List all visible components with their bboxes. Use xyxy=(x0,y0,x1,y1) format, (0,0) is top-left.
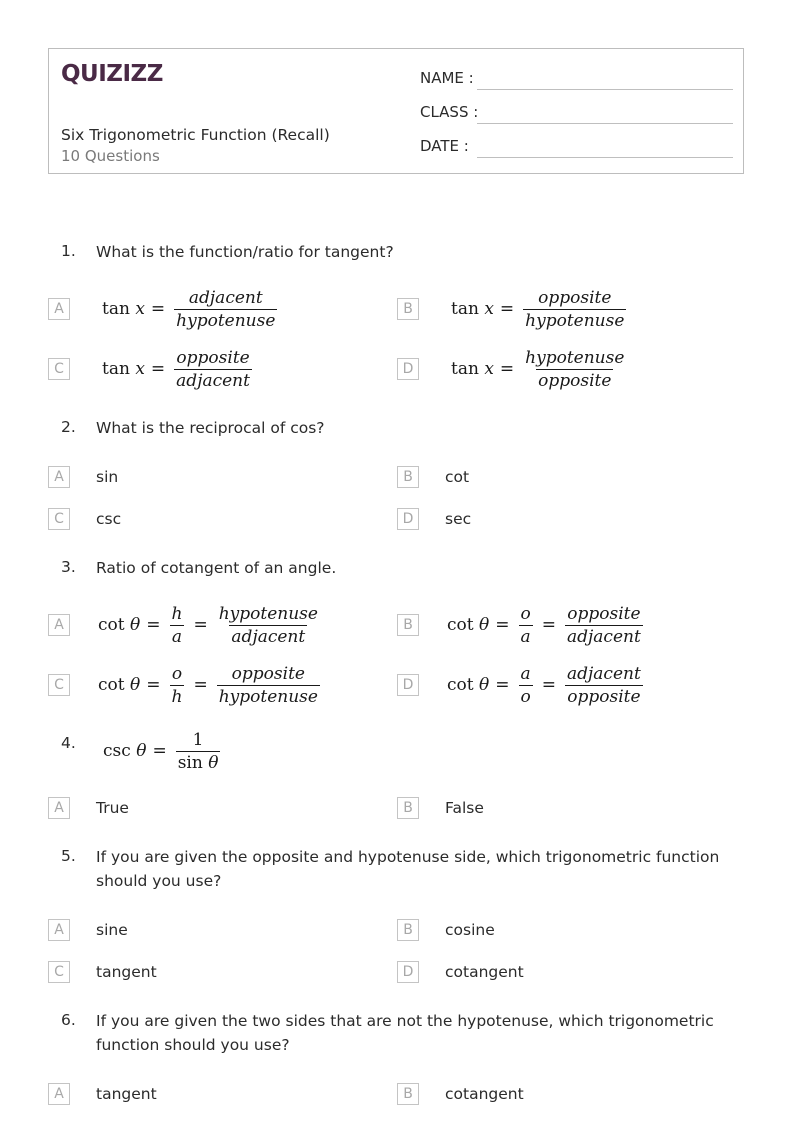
option-letter-box: D xyxy=(397,358,419,380)
option-letter-box: A xyxy=(48,614,70,636)
date-line xyxy=(477,157,733,158)
class-label: CLASS : xyxy=(420,103,479,121)
option-letter-box: B xyxy=(397,919,419,941)
question-3-number: 3. xyxy=(61,558,76,576)
q3-b-formula: cot θ = $\frac{o}{a}$ = $\frac{\text{opposite}}{\text{adjacent}}$ xyxy=(447,603,641,647)
option-letter-box: B xyxy=(397,797,419,819)
option-letter-box: A xyxy=(48,919,70,941)
q1-b-formula: tan x = $\frac{\text{opposite}}{\text{hypotenuse}}$ xyxy=(451,287,625,331)
option-letter-box: D xyxy=(397,508,419,530)
option-text: False xyxy=(445,799,484,817)
option-letter-box: D xyxy=(397,961,419,983)
quizizz-logo: QUIZIZZ xyxy=(61,61,163,87)
class-line xyxy=(477,123,733,124)
q3-d-formula: cot θ = $\frac{a}{o}$ = $\frac{\text{adjacent}}{\text{opposite}}$ xyxy=(447,663,641,707)
name-field[interactable] xyxy=(420,69,474,87)
option-letter-box: C xyxy=(48,358,70,380)
question-4-formula: csc θ = $\frac{1}{\text{sin θ}}$ xyxy=(103,729,219,773)
worksheet-header xyxy=(48,48,744,174)
option-text: tangent xyxy=(96,1085,157,1103)
option-text: cotangent xyxy=(445,1085,524,1103)
option-letter-box: C xyxy=(48,961,70,983)
q1-a-formula: tan x = $\frac{\text{adjacent}}{\text{hypotenuse}}$ xyxy=(102,287,276,331)
option-letter-box: A xyxy=(48,298,70,320)
question-6-text: If you are given the two sides that are not the hypotenuse, which trigonometric function should you use? xyxy=(96,1012,714,1054)
option-letter-box: B xyxy=(397,614,419,636)
q1-d-formula: tan x = $\frac{\text{hypotenuse}}{\text{opposite}}$ xyxy=(451,347,625,391)
class-field[interactable] xyxy=(420,103,478,121)
question-5-number: 5. xyxy=(61,847,76,865)
option-text: cotangent xyxy=(445,963,524,981)
question-1-text: What is the function/ratio for tangent? xyxy=(96,243,394,261)
option-letter-box: C xyxy=(48,674,70,696)
question-2-text: What is the reciprocal of cos? xyxy=(96,419,325,437)
option-letter-box: C xyxy=(48,508,70,530)
question-2-number: 2. xyxy=(61,418,76,436)
option-letter-box: A xyxy=(48,466,70,488)
option-letter-box: B xyxy=(397,1083,419,1105)
question-5-text: If you are given the opposite and hypotenuse side, which trigonometric function should you use? xyxy=(96,848,720,890)
option-letter-box: A xyxy=(48,1083,70,1105)
option-text: sin xyxy=(96,468,119,486)
question-6-number: 6. xyxy=(61,1011,76,1029)
option-text: sine xyxy=(96,921,128,939)
option-text: cosine xyxy=(445,921,495,939)
option-letter-box: B xyxy=(397,466,419,488)
question-count: 10 Questions xyxy=(61,147,160,165)
option-text: tangent xyxy=(96,963,157,981)
name-label: NAME : xyxy=(420,69,474,87)
date-label: DATE : xyxy=(420,137,469,155)
option-text: csc xyxy=(96,510,122,528)
option-text: cot xyxy=(445,468,470,486)
option-letter-box: D xyxy=(397,674,419,696)
option-text: True xyxy=(96,799,129,817)
question-4-number: 4. xyxy=(61,734,76,752)
q1-c-formula: tan x = $\frac{\text{opposite}}{\text{adjacent}}$ xyxy=(102,347,250,391)
question-3-text: Ratio of cotangent of an angle. xyxy=(96,559,337,577)
option-letter-box: A xyxy=(48,797,70,819)
name-line xyxy=(477,89,733,90)
date-field[interactable] xyxy=(420,137,469,155)
option-text: sec xyxy=(445,510,472,528)
option-letter-box: B xyxy=(397,298,419,320)
question-1-number: 1. xyxy=(61,242,76,260)
q3-c-formula: cot θ = $\frac{o}{h}$ = $\frac{\text{opposite}}{\text{hypotenuse}}$ xyxy=(98,663,318,707)
worksheet-title: Six Trigonometric Function (Recall) xyxy=(61,126,330,144)
q3-a-formula: cot θ = $\frac{h}{a}$ = $\frac{\text{hypotenuse}}{\text{adjacent}}$ xyxy=(98,603,318,647)
